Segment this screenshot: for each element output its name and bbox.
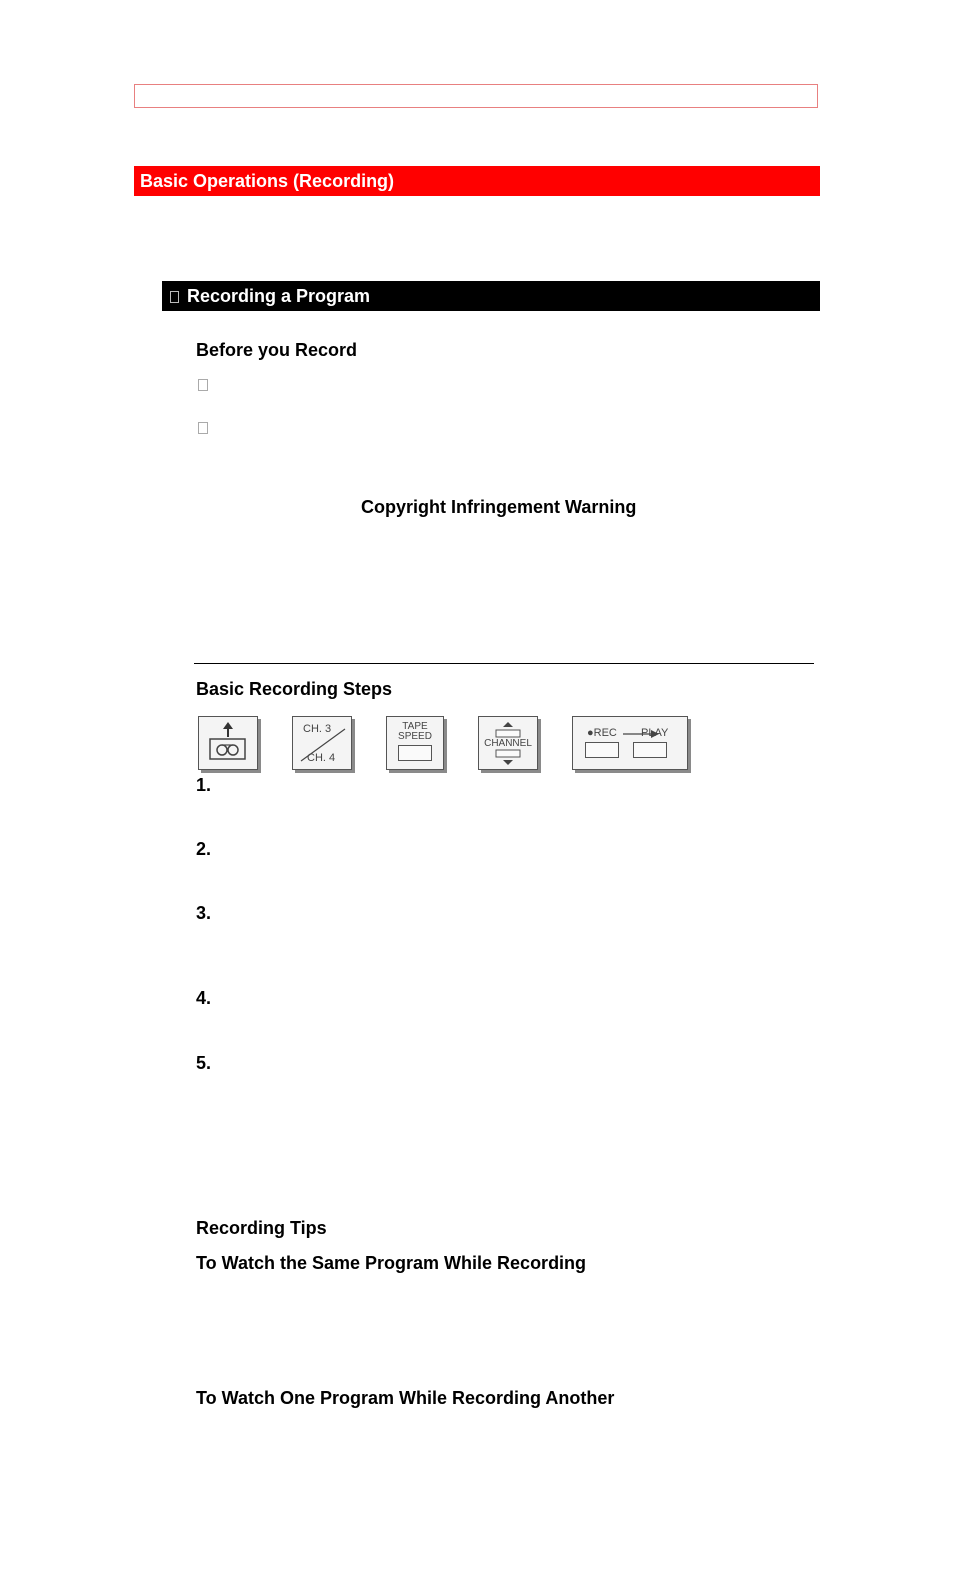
header-frame <box>134 84 818 108</box>
play-key <box>633 742 667 758</box>
speed-label: SPEED <box>398 731 432 742</box>
tape-speed-key <box>398 745 432 761</box>
divider <box>194 663 814 664</box>
bullet-box-icon <box>198 422 208 434</box>
tape-label: TAPE <box>402 721 428 732</box>
ch3-ch4-button-illustration <box>292 716 352 770</box>
step-number: 1. <box>196 775 212 795</box>
before-record-heading: Before you Record <box>196 340 358 360</box>
section-title: Basic Operations (Recording) <box>140 171 395 191</box>
subsection-title: Recording a Program <box>187 286 371 306</box>
copyright-warning-heading: Copyright Infringement Warning <box>361 497 637 517</box>
tip-watch-another-heading: To Watch One Program While Recording Another <box>196 1388 615 1408</box>
tape-speed-button-illustration <box>386 716 444 770</box>
step-number: 2. <box>196 839 212 859</box>
ch4-label: CH. 4 <box>307 752 336 764</box>
tip-watch-same-heading: To Watch the Same Program While Recording <box>196 1253 587 1273</box>
play-label: PLAY <box>641 727 669 739</box>
subsection-title-bar <box>162 281 820 311</box>
ch3-label: CH. 3 <box>303 723 332 735</box>
channel-label: CHANNEL <box>484 738 532 749</box>
channel-button-illustration <box>478 716 538 770</box>
section-title-bar <box>134 166 820 196</box>
rec-label: ●REC <box>587 727 617 739</box>
rec-key <box>585 742 619 758</box>
eject-cassette-icon <box>199 717 257 769</box>
vcr-button-strip <box>196 714 692 774</box>
eject-button-illustration <box>198 716 258 770</box>
basic-recording-steps-heading: Basic Recording Steps <box>196 679 393 699</box>
step-number: 5. <box>196 1053 212 1073</box>
rec-play-button-illustration <box>572 716 688 770</box>
step-number: 3. <box>196 903 212 923</box>
bullet-box-icon <box>198 379 208 391</box>
step-number: 4. <box>196 988 212 1008</box>
recording-tips-heading: Recording Tips <box>196 1218 327 1238</box>
bullet-box-icon <box>170 291 179 303</box>
